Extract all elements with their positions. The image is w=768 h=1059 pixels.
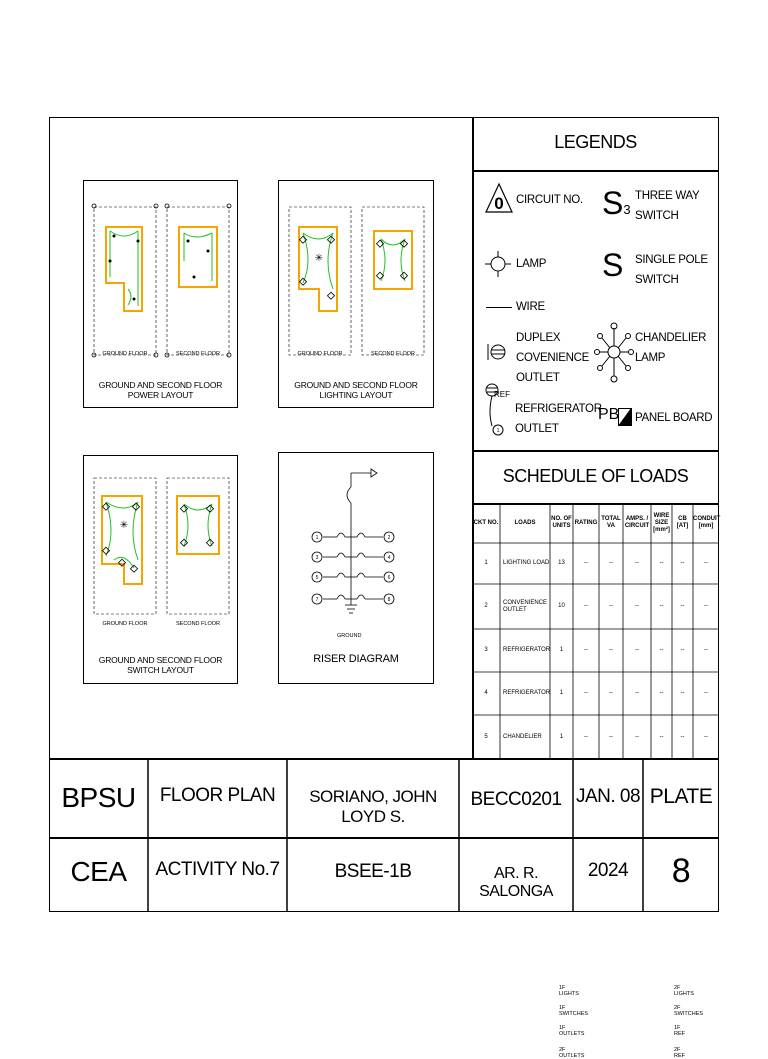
- schedule-cell: --: [635, 603, 639, 609]
- schedule-cell: --: [659, 603, 664, 609]
- schedule-cell: --: [635, 560, 639, 566]
- legend-circuit-no: CIRCUIT NO.: [516, 194, 583, 206]
- schedule-header-0: CKT NO.: [473, 519, 499, 526]
- schedule-cell: REFRIGERATOR: [503, 690, 551, 696]
- schedule-cell: --: [680, 733, 685, 740]
- legend-lamp: LAMP: [516, 258, 547, 270]
- lighting-ground-floor-label: GROUND FLOOR: [297, 351, 343, 357]
- schedule-cell: 1: [559, 690, 564, 696]
- schedule-cell: --: [635, 733, 639, 740]
- riser-left-label: 1F OUTLETS: [559, 1025, 585, 1037]
- schedule-header-6: WIRE SIZE [mm²]: [653, 512, 670, 533]
- schedule-cell: --: [609, 560, 613, 566]
- riser-right-label: 2F REF: [674, 1047, 685, 1059]
- schedule-cell: 1: [484, 560, 488, 566]
- legend-wire: WIRE: [516, 301, 545, 313]
- single-pole-switch-icon: S: [602, 247, 624, 283]
- svg-text:1: 1: [496, 428, 500, 434]
- schedule-cell: 3: [484, 647, 488, 653]
- three-way-switch-icon: [602, 186, 631, 227]
- riser-circuit-number: 4: [387, 555, 391, 561]
- schedule-cell: REFRIGERATOR: [503, 647, 551, 653]
- schedule-cell: --: [609, 603, 613, 609]
- schedule-cell: --: [704, 690, 708, 696]
- riser-circuit-number: 5: [315, 575, 319, 581]
- power-layout-panel: [83, 180, 238, 408]
- schedule-cell: --: [704, 733, 708, 740]
- schedule-cell: CHANDELIER: [503, 733, 542, 740]
- legend-single-pole-switch: SINGLE POLE SWITCH: [635, 254, 708, 286]
- switch-ground-floor-label: GROUND FLOOR: [102, 621, 148, 627]
- schedule-header-8: CONDUIT [mm]: [693, 516, 721, 529]
- schedule-cell: --: [609, 647, 613, 653]
- schedule-cell: --: [659, 733, 664, 740]
- legend-title-rule: [472, 170, 719, 172]
- schedule-cell: --: [680, 603, 685, 609]
- schedule-cell: 1: [559, 647, 564, 653]
- plate-label: PLATE: [649, 785, 713, 808]
- riser-right-label: 2F LIGHTS: [674, 985, 694, 997]
- riser-left-label: 2F OUTLETS: [559, 1047, 585, 1059]
- riser-right-label: 1F REF: [674, 1025, 685, 1037]
- riser-circuit-number: 1: [315, 535, 319, 541]
- schedule-cell: CONVENIENCE OUTLET: [503, 599, 548, 613]
- riser-circuit-number: 3: [315, 555, 319, 561]
- schedule-cell: --: [584, 733, 588, 740]
- circuit-symbol: 0: [494, 194, 504, 213]
- schedule-cell: --: [584, 603, 588, 609]
- duplex-outlet-icon: [484, 340, 512, 364]
- riser-circuit-number: 8: [387, 597, 391, 603]
- schedule-header-1: LOADS: [514, 519, 536, 526]
- legends-title: LEGENDS: [554, 132, 637, 152]
- power-layout-caption: GROUND AND SECOND FLOOR POWER LAYOUT: [98, 380, 223, 400]
- legend-chandelier-lamp: CHANDELIER LAMP: [635, 332, 707, 364]
- legend-duplex-outlet: DUPLEX COVENIENCE OUTLET: [516, 332, 590, 384]
- riser-circuit-number: 7: [315, 597, 319, 603]
- ref-symbol: REF: [494, 390, 510, 399]
- circuit-no-icon: [484, 182, 514, 216]
- schedule-cell: 4: [484, 690, 488, 696]
- lighting-layout-plan: [279, 181, 435, 366]
- three-way-symbol: S: [602, 185, 624, 221]
- legend-panel-board: PANEL BOARD: [635, 412, 713, 424]
- schedule-title: SCHEDULE OF LOADS: [502, 466, 689, 486]
- lamp-icon: [484, 250, 512, 278]
- switch-layout-panel: [83, 455, 238, 684]
- schedule-header-4: TOTAL VA: [601, 516, 621, 529]
- power-layout-plan: [84, 181, 239, 366]
- panel-board-box-icon: [618, 408, 632, 426]
- legend-three-way-switch: THREE WAY SWITCH: [635, 190, 700, 222]
- schedule-cell: --: [659, 647, 664, 653]
- riser-left-label: 1F LIGHTS: [559, 985, 579, 997]
- riser-diagram-caption: RISER DIAGRAM: [313, 653, 399, 665]
- schedule-header-7: CB [AT]: [676, 516, 689, 529]
- schedule-cell: --: [584, 560, 588, 566]
- svg-text:✳: ✳: [119, 520, 129, 531]
- power-second-floor-label: SECOND FLOOR: [175, 351, 220, 357]
- switch-layout-caption: GROUND AND SECOND FLOOR SWITCH LAYOUT: [98, 655, 223, 675]
- title-block-grid: [49, 758, 719, 912]
- schedule-cell: --: [680, 560, 685, 566]
- schedule-cell: --: [584, 690, 588, 696]
- student-name: SORIANO, JOHN LOYD S.: [309, 787, 437, 826]
- drawing-title: FLOOR PLAN: [159, 785, 276, 806]
- schedule-cell: --: [704, 560, 708, 566]
- college-name: CEA: [70, 856, 127, 887]
- schedule-cell: 10: [558, 603, 565, 609]
- power-ground-floor-label: GROUND FLOOR: [102, 351, 148, 357]
- panel-board-icon: [598, 406, 619, 424]
- activity-no: ACTIVITY No.7: [155, 859, 280, 880]
- chandelier-icon: [594, 320, 634, 384]
- schedule-top-rule: [472, 450, 719, 452]
- three-way-subscript: 3: [623, 202, 631, 217]
- plate-number: 8: [671, 852, 691, 890]
- schedule-cell: 13: [558, 560, 565, 566]
- pb-symbol: PB: [598, 406, 620, 423]
- lighting-layout-caption: GROUND AND SECOND FLOOR LIGHTING LAYOUT: [294, 380, 418, 400]
- schedule-header-2: NO. OF UNITS: [551, 516, 572, 529]
- riser-diagram: [279, 453, 435, 685]
- switch-layout-plan: [84, 456, 239, 641]
- lighting-second-floor-label: SECOND FLOOR: [370, 351, 415, 357]
- course-code: BECC0201: [470, 789, 562, 810]
- schedule-cell: --: [635, 690, 639, 696]
- svg-text:✳: ✳: [314, 253, 324, 264]
- switch-second-floor-label: SECOND FLOOR: [175, 621, 220, 627]
- schedule-header-5: AMPS. / CIRCUIT: [624, 516, 650, 529]
- schedule-cell: --: [680, 647, 685, 653]
- ground-label: GROUND: [337, 633, 362, 639]
- schedule-grid: [472, 503, 719, 759]
- schedule-cell: --: [609, 690, 613, 696]
- school-name: BPSU: [61, 782, 136, 813]
- schedule-cell: LIGHTING LOAD: [503, 560, 550, 566]
- schedule-cell: --: [704, 647, 708, 653]
- schedule-cell: --: [704, 603, 708, 609]
- year: 2024: [587, 860, 629, 881]
- schedule-cell: 1: [559, 733, 564, 740]
- instructor-name: AR. R. SALONGA: [479, 865, 553, 900]
- schedule-cell: 2: [484, 603, 488, 609]
- riser-circuit-number: 2: [387, 535, 391, 541]
- lighting-layout-panel: [278, 180, 434, 408]
- section: BSEE-1B: [334, 861, 412, 882]
- riser-left-label: 1F SWITCHES: [559, 1005, 589, 1017]
- date: JAN. 08: [575, 786, 641, 807]
- schedule-cell: --: [584, 647, 588, 653]
- wire-icon: [486, 307, 512, 308]
- schedule-cell: --: [609, 733, 613, 740]
- legend-refrigerator-outlet: REFRIGERATOR OUTLET: [515, 403, 602, 435]
- riser-right-label: 2F SWITCHES: [674, 1005, 704, 1017]
- schedule-cell: --: [680, 690, 685, 696]
- schedule-cell: 5: [484, 733, 488, 740]
- schedule-cell: --: [659, 560, 664, 566]
- schedule-header-3: RATING: [574, 519, 598, 526]
- riser-circuit-number: 6: [387, 575, 391, 581]
- schedule-cell: --: [659, 690, 664, 696]
- schedule-cell: --: [635, 647, 639, 653]
